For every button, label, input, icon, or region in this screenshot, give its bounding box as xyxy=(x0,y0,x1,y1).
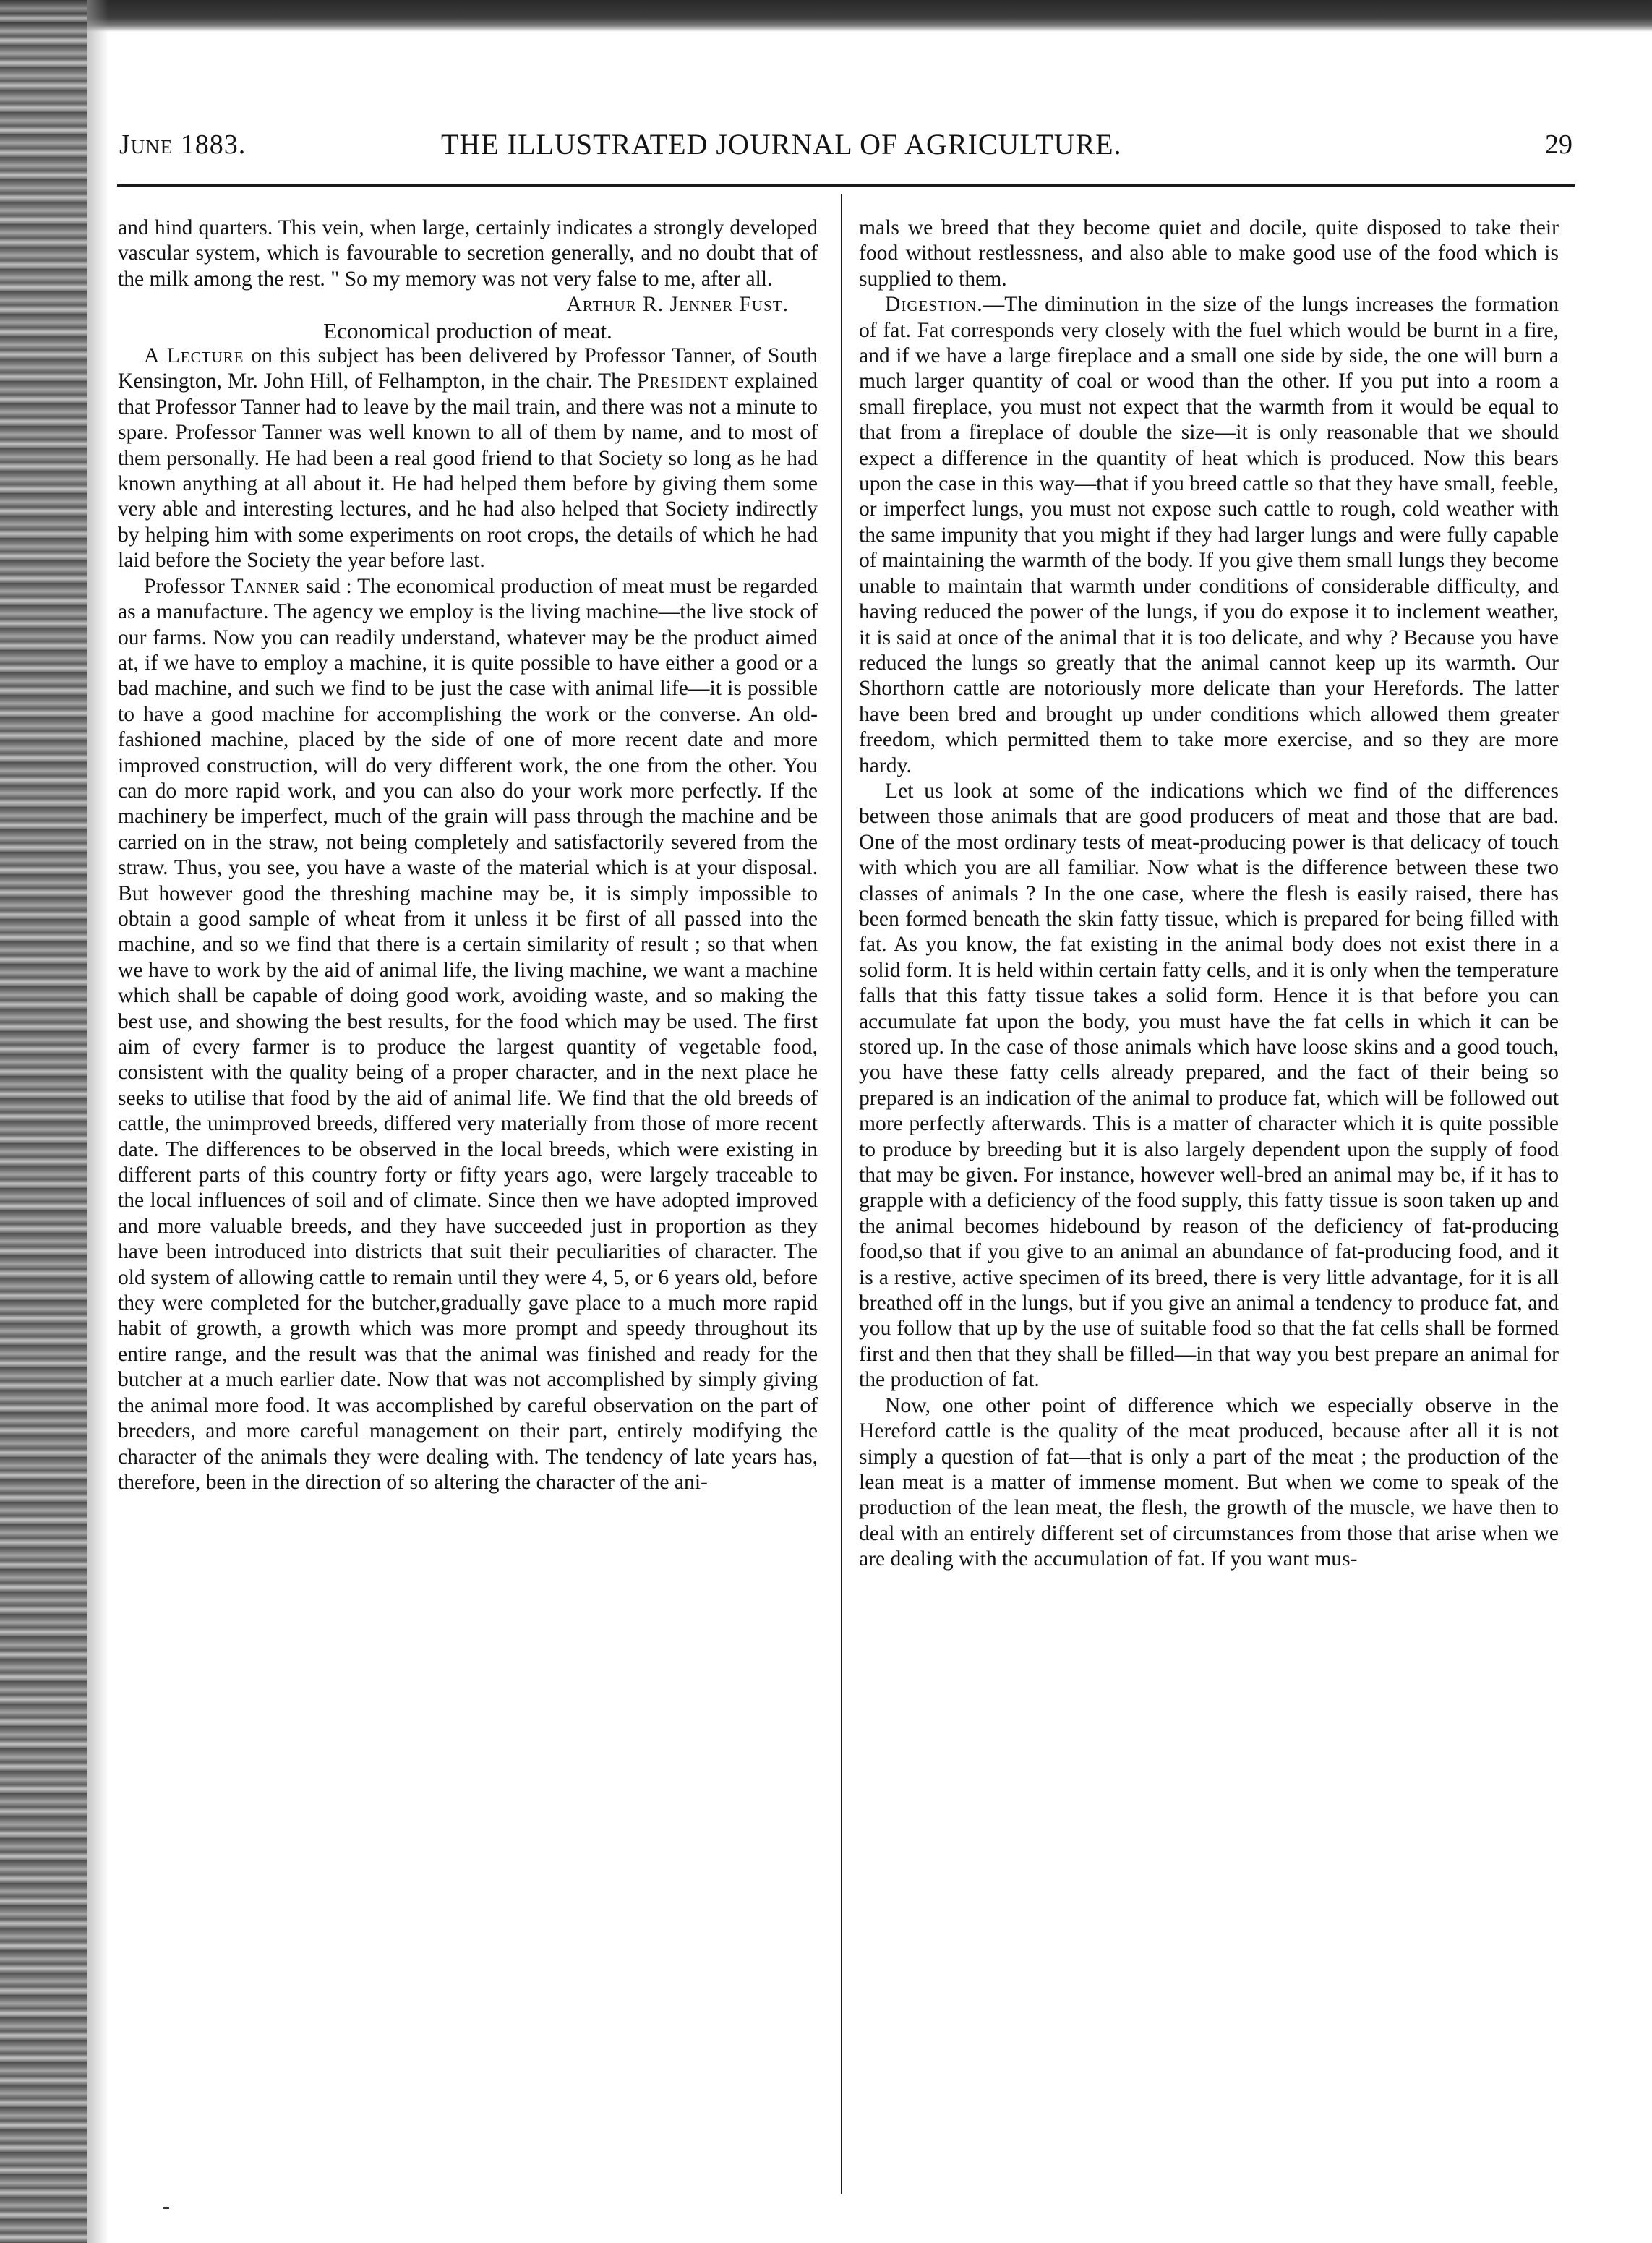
president-lead: President xyxy=(637,369,729,393)
digestion-lead: Digestion. xyxy=(885,293,983,317)
running-header xyxy=(119,123,1572,174)
journal-title: THE ILLUSTRATED JOURNAL OF AGRICULTURE. xyxy=(441,128,1122,161)
page-number: 29 xyxy=(1545,129,1572,160)
column-divider xyxy=(841,194,842,2194)
right-column xyxy=(859,215,1559,2197)
continued-paragraph-right: mals we breed that they become quiet and docile, quite disposed to take their food without restlessness, and also able to make good use of the food which is supplied to them. xyxy=(859,216,1559,291)
left-column xyxy=(118,215,818,2197)
tanner-text: said : The economical production of meat must be regarded as a manufacture. The agency we employ is the living machine—the live stock of our farms. Now you can readily understand, whatever may be the product aimed at, if we have to employ a machine, it is quite possible to have either a good or a bad machine, and such we find to be just the case with animal life—it is possible to have a good machine for accomplishing the work or the converse. An old-fashioned machine, placed by the side of one of more recent date and more improved construction, will do very different work, the one from the other. You can do more rapid work, and you can also do your work more perfectly. If the machinery be imperfect, much of the grain will pass through the machine and be carried on in the straw, not being completely and satisfactorily severed from the straw. Thus, you see, you have a waste of the material which is at your disposal. But however good the threshing machine may be, it is simply impossible to obtain a good sample of wheat from it unless it be first of all passed into the machine, and so we find that there is a certain similarity of result ; so that when we have to work by the aid of animal life, the living machine, we want a machine which shall be capable of doing good work, avoiding waste, and so making the best use, and showing the best results, for the food which may be used. The first aim of every farmer is to produce the largest quantity of vegetable food, consistent with the quality being of a proper character, and in the next place he seeks to utilise that food by the aid of animal life. We find that the old breeds of cattle, the unimproved breeds, differed very materially from those of more recent date. The differences to be observed in the local breeds, which were existing in different parts of this country forty or fifty years ago, were largely traceable to the local influences of soil and of climate. Since then we have adopted improved and more valuable breeds, and they have succeeded just in proportion as they have been introduced into districts that suit their peculiarities of character. The old system of allowing cattle to remain until they were 4, 5, or 6 years old, before they were completed for the butcher,gradually gave place to a much more rapid habit of growth, a growth which was more prompt and speedy throughout its entire range, and the result was that the animal was finished and ready for the butcher at a much earlier date. Now that was not accomplished by simply giving the animal more food. It was accomplished by careful observation on the part of breeders, and more careful management on their part, entirely modifying the character of the animals they were dealing with. The tendency of late years has, therefore, been in the direction of so altering the character of the ani- xyxy=(118,574,818,1494)
header-rule xyxy=(117,184,1575,187)
lecture-text: on this subject has been delivered by Professor Tanner, of South Kensington, Mr. John Hill, of Felhampton, in the chair. The xyxy=(118,344,818,393)
lecture-lead: A Lecture xyxy=(144,344,244,368)
continued-paragraph: and hind quarters. This vein, when large, certainly indicates a strongly developed vascular system, which is favourable to secretion generally, and no doubt that of the milk among the rest. " So my memory was not very false to me, after all. xyxy=(118,216,818,291)
author-signature: Arthur R. Jenner Fust. xyxy=(566,293,789,317)
issue-date: June 1883. xyxy=(119,129,247,160)
president-text: explained that Professor Tanner had to leave by the mail train, and there was not a minute to spare. Professor Tanner was well known to all of them by name, and to most of them personally. He had been a real good friend to that Society so long as he had known anything at all about it. He had helped them before by giving them some very able and interesting lectures, and he had also helped that Society indirectly by helping him with some experiments on root crops, the details of which he had laid before the Society the year before last. xyxy=(118,369,818,573)
digestion-paragraph xyxy=(859,292,1559,779)
lecture-paragraph xyxy=(118,343,818,574)
tanner-prefix: Professor xyxy=(144,574,231,598)
scan-top-edge xyxy=(0,0,1652,32)
tanner-lead: Tanner xyxy=(230,574,301,598)
digestion-text: —The diminution in the size of the lungs increases the formation of fat. Fat corresponds very closely with the fuel which would be burnt in a fire, and if we have a large fireplace and a small one side by side, the one will burn a much larger quantity of coal or wood than the other. If you put into a room a small fireplace, you must not expect that the warmth from it would be equal to that from a fireplace of double the size—it is only reasonable that we should expect a difference in the quantity of heat which is produced. Now this bears upon the case in this way—that if you breed cattle so that they have small, feeble, or imperfect lungs, you must not expose such cattle to rough, cold weather with the same impunity that you might if they had larger lungs and were fully capable of maintaining the warmth of the body. If you give them small lungs they become unable to maintain that warmth under conditions of considerable difficulty, and having reduced the power of the lungs, if you do expose it to inclement weather, it is said at once of the animal that it is too delicate, and why ? Because you have reduced the lungs so greatly that the animal cannot keep up its warmth. Our Shorthorn cattle are notoriously more delicate than your Herefords. The latter have been bred and brought up under conditions which allowed them greater freedom, which permitted them to take more exercise, and so they are more hardy. xyxy=(859,293,1559,777)
lean-meat-paragraph: Now, one other point of difference which we especially observe in the Hereford cattle is the quality of the meat produced, because after all it is not simply a question of fat—that is only a part of the meat ; the production of the lean meat is a matter of immense moment. But when we come to speak of the production of the lean meat, the flesh, the growth of the muscle, we have then to deal with an entirely different set of circumstances from those that arise when we are dealing with the accumulation of fat. If you want mus- xyxy=(859,1393,1559,1571)
tanner-paragraph xyxy=(118,574,818,1496)
article-heading: Economical production of meat. xyxy=(323,317,612,343)
stray-mark xyxy=(163,2207,169,2209)
scan-binding-shadow xyxy=(87,0,108,2243)
scan-binding-edge xyxy=(0,0,87,2243)
indications-paragraph: Let us look at some of the indications which we find of the differences between those animals that are good producers of meat and those that are bad. One of the most ordinary tests of meat-producing power is that delicacy of touch with which you are all familiar. Now what is the difference between these two classes of animals ? In the one case, where the flesh is easily raised, there has been formed beneath the skin fatty tissue, which is prepared for being filled with fat. As you know, the fat existing in the animal body does not exist there in a solid form. It is held within certain fatty cells, and it is only when the temperature falls that this fatty tissue takes a solid form. Hence it is that before you can accumulate fat upon the body, you must have the fat cells in which it can be stored up. In the case of those animals which have loose skins and a good touch, you have these fatty cells already prepared, and the fact of their being so prepared is an indication of the animal to produce fat, which will be followed out more perfectly afterwards. This is a matter of character which it is quite possible to produce by breeding but it is also largely dependent upon the supply of food that may be given. For instance, however well-bred an animal may be, if it has to grapple with a deficiency of the food supply, this fatty tissue is soon taken up and the animal becomes hidebound by reason of the deficiency of fat-producing food,so that if you give to an animal an abundance of fat-producing food, and it is a restive, active specimen of its breed, there is very little advantage, for it is all breathed off in the lungs, but if you give an animal a tendency to produce fat, and you follow that up by the use of suitable food so that the fat cells shall be formed first and then that they shall be filled—in that way you best prepare an animal for the production of fat. xyxy=(859,779,1559,1392)
